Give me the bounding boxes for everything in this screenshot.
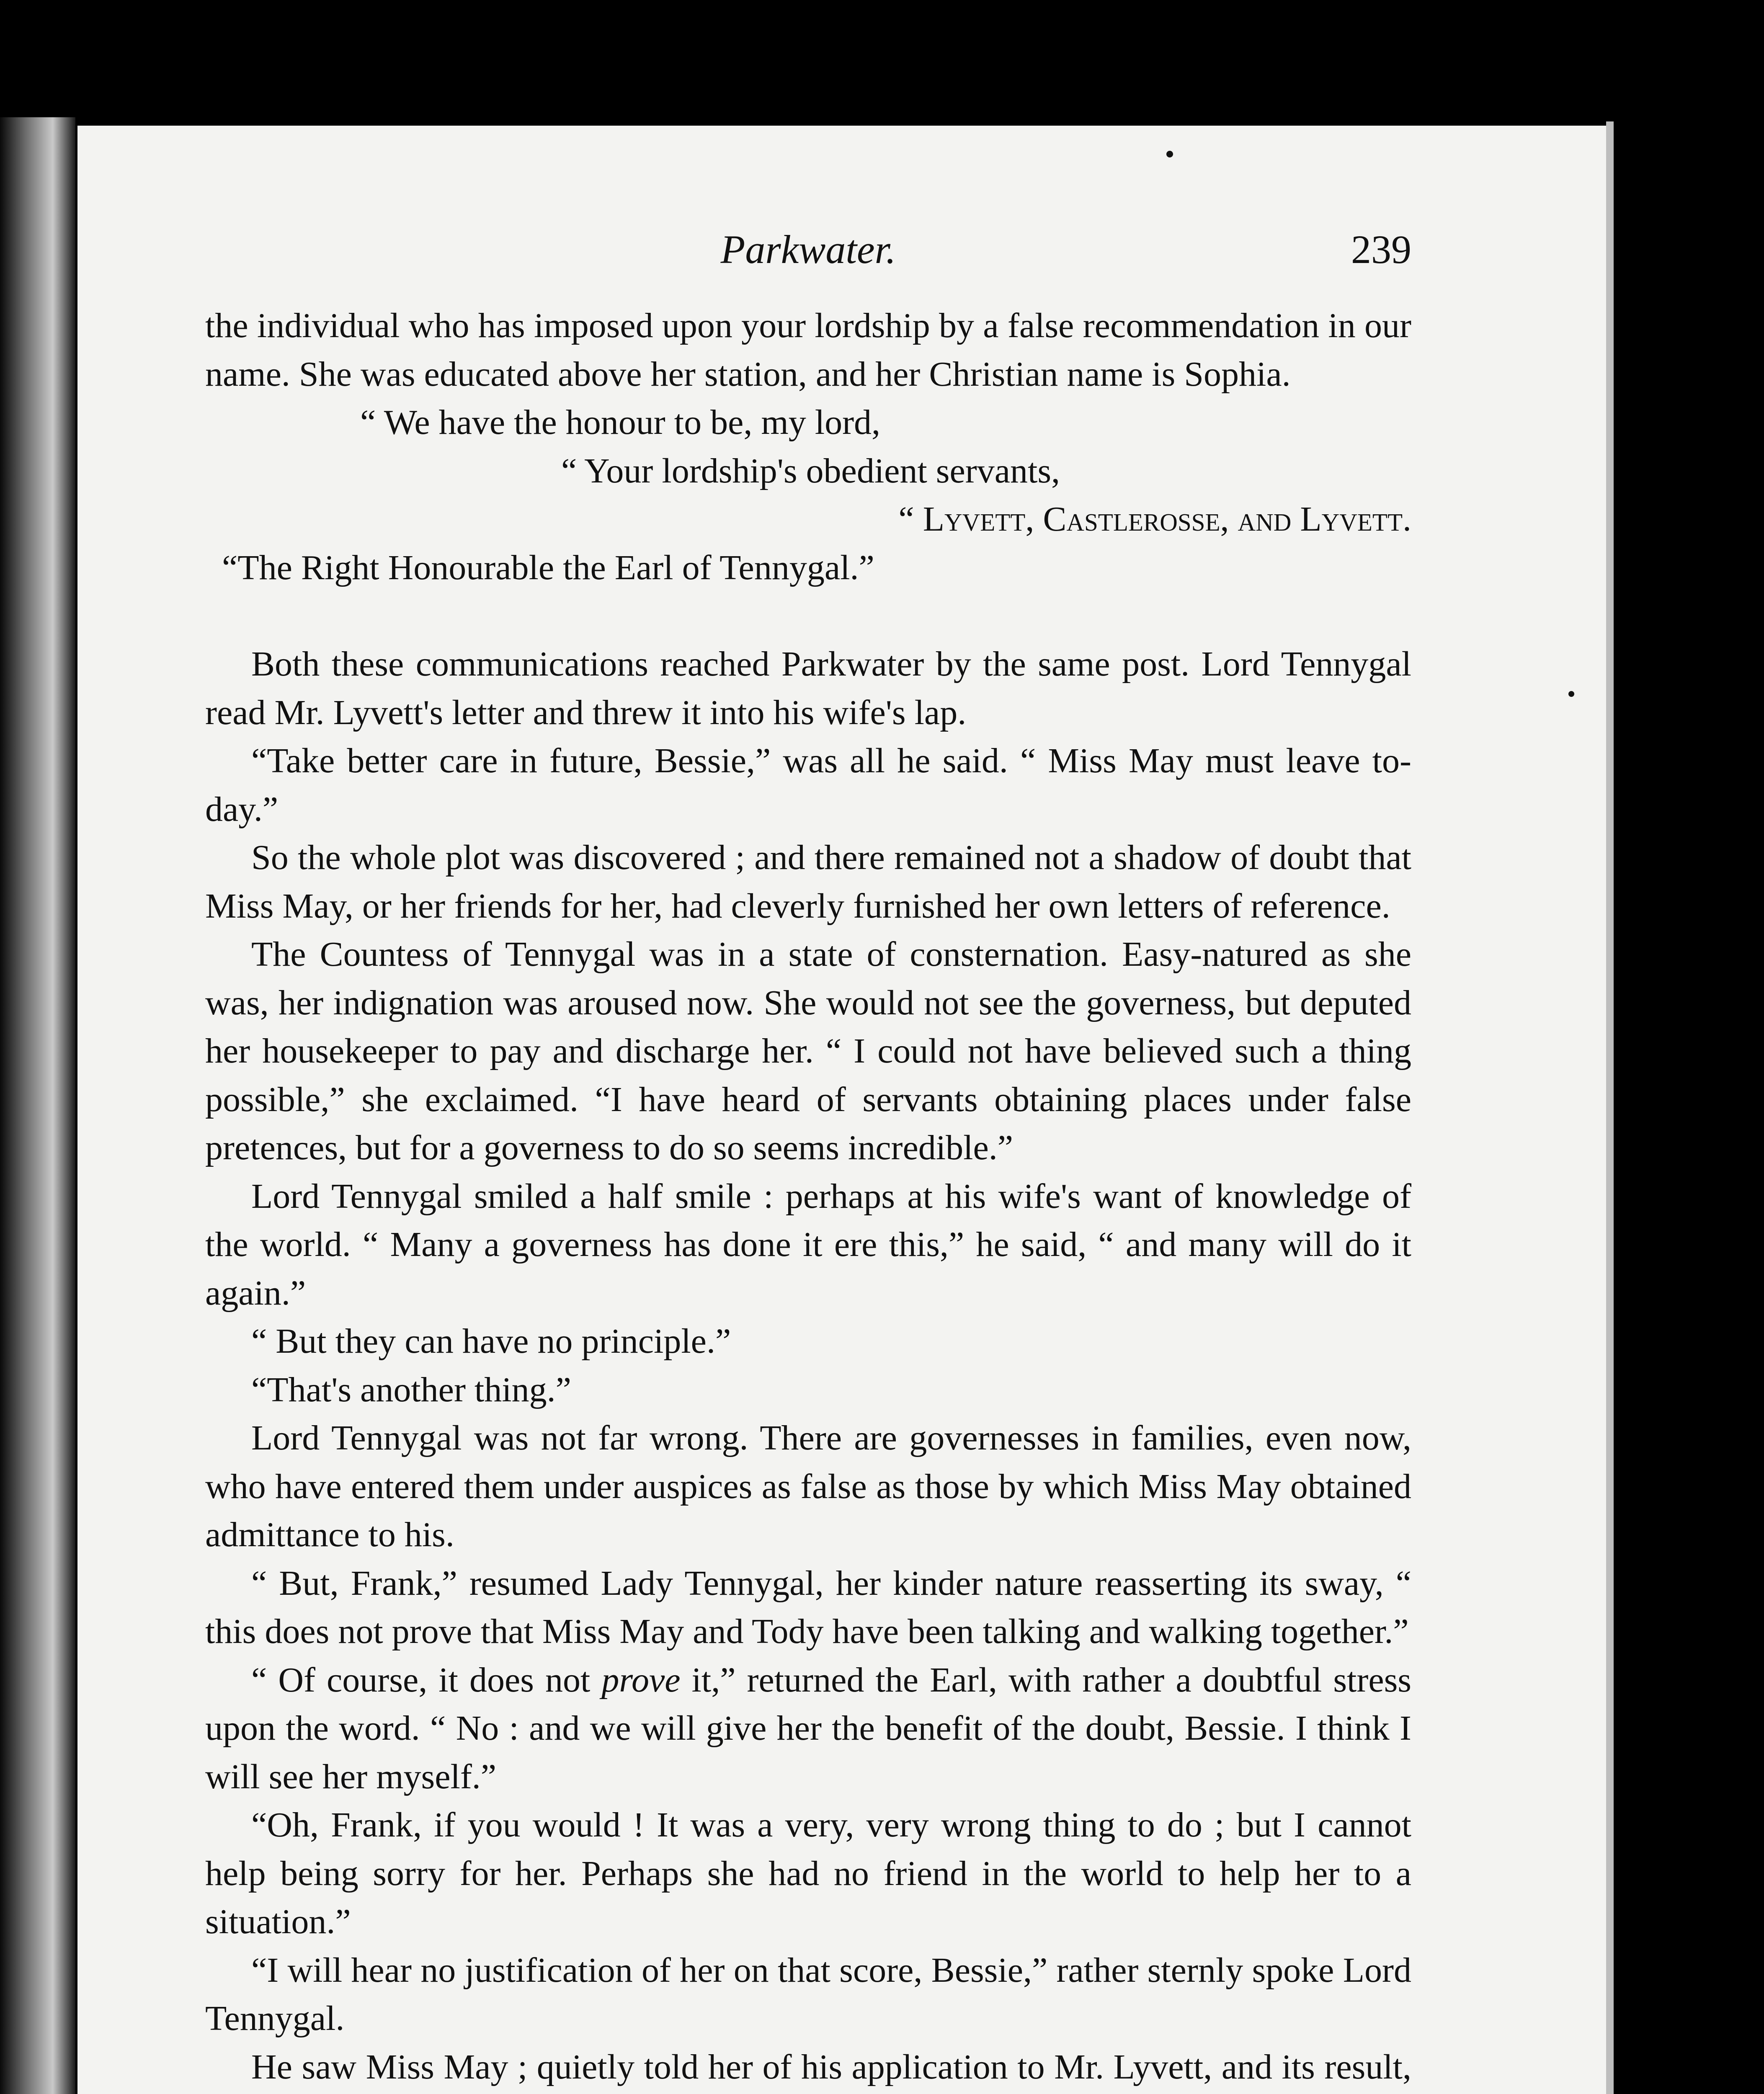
- running-head: Parkwater.: [720, 227, 896, 272]
- paragraph: “ But they can have no principle.”: [251, 1322, 731, 1361]
- page-header: [205, 226, 1411, 281]
- paragraph: Lord Tennygal smiled a half smile : perhaps at his wife's want of knowledge of the world. “ Many a governess has done it ere this,” he said, “ and many will do it again.”: [205, 1176, 1411, 1313]
- paragraph: The Countess of Tennygal was in a state of consternation. Easy-natured as she was, her indignation was aroused now. She would not see the governess, but deputed her housekeeper to pay and discharge her. “ I could not have believed such a thing possible,” she exclaimed. “I have heard of servants obtaining places under false pretences, but for a governess to do so seems incredible.”: [205, 935, 1411, 1167]
- dust-speck: [1568, 691, 1574, 697]
- paragraph: the individual who has imposed upon your lordship by a false recommendation in our name. She was educated above her station, and her Christian name is Sophia.: [205, 306, 1411, 394]
- paragraph: Both these communications reached Parkwater by the same post. Lord Tennygal read Mr. Lyvett's letter and threw it into his wife's lap.: [205, 645, 1411, 732]
- paragraph: “That's another thing.”: [251, 1370, 571, 1409]
- dust-speck: [1166, 151, 1173, 157]
- emphasis: prove: [601, 1660, 681, 1699]
- paragraph: “I will hear no justification of her on that score, Bessie,” rather sternly spoke Lord Tennygal.: [205, 1950, 1411, 2038]
- letter-closing: “ We have the honour to be, my lord,: [360, 403, 881, 442]
- facing-page-edge: [0, 117, 75, 2094]
- paragraph: Lord Tennygal was not far wrong. There are governesses in families, even now, who have entered them under auspices as false as those by which Miss May obtained admittance to his.: [205, 1418, 1411, 1554]
- letter-signature: “ Lyvett, Castlerosse, and Lyvett.: [898, 500, 1411, 539]
- paragraph: He saw Miss May ; quietly told her of his application to Mr. Lyvett, and its result,: [251, 2047, 1411, 2086]
- paragraph: [205, 1656, 1411, 1801]
- letter-addressee: “The Right Honourable the Earl of Tennygal.”: [222, 548, 874, 587]
- paragraph: “ But, Frank,” resumed Lady Tennygal, her kinder nature reasserting its sway, “ this does not prove that Miss May and Tody have been talking and walking together.”: [205, 1563, 1411, 1651]
- paragraph: “Oh, Frank, if you would ! It was a very, very wrong thing to do ; but I cannot help being sorry for her. Perhaps she had no friend in the world to help her to a situation.”: [205, 1805, 1411, 1941]
- body-text: [205, 302, 1411, 2094]
- book-page: [77, 126, 1606, 2094]
- letter-closing: “ Your lordship's obedient servants,: [561, 451, 1060, 490]
- text-run: it,” returned the Earl, with rather a doubtful stress upon the word. “ No : and we will give her the benefit of the doubt, Bessie. I think I will see her myself.”: [205, 1660, 1411, 1796]
- text-run: “ Of course, it does not: [251, 1660, 602, 1699]
- paragraph: So the whole plot was discovered ; and there remained not a shadow of doubt that Miss May, or her friends for her, had cleverly furnished her own letters of reference.: [205, 838, 1411, 926]
- paragraph: “Take better care in future, Bessie,” was all he said. “ Miss May must leave to-day.”: [205, 741, 1411, 829]
- page-edge-shadow: [1606, 121, 1614, 2094]
- page-number: 239: [1351, 227, 1411, 272]
